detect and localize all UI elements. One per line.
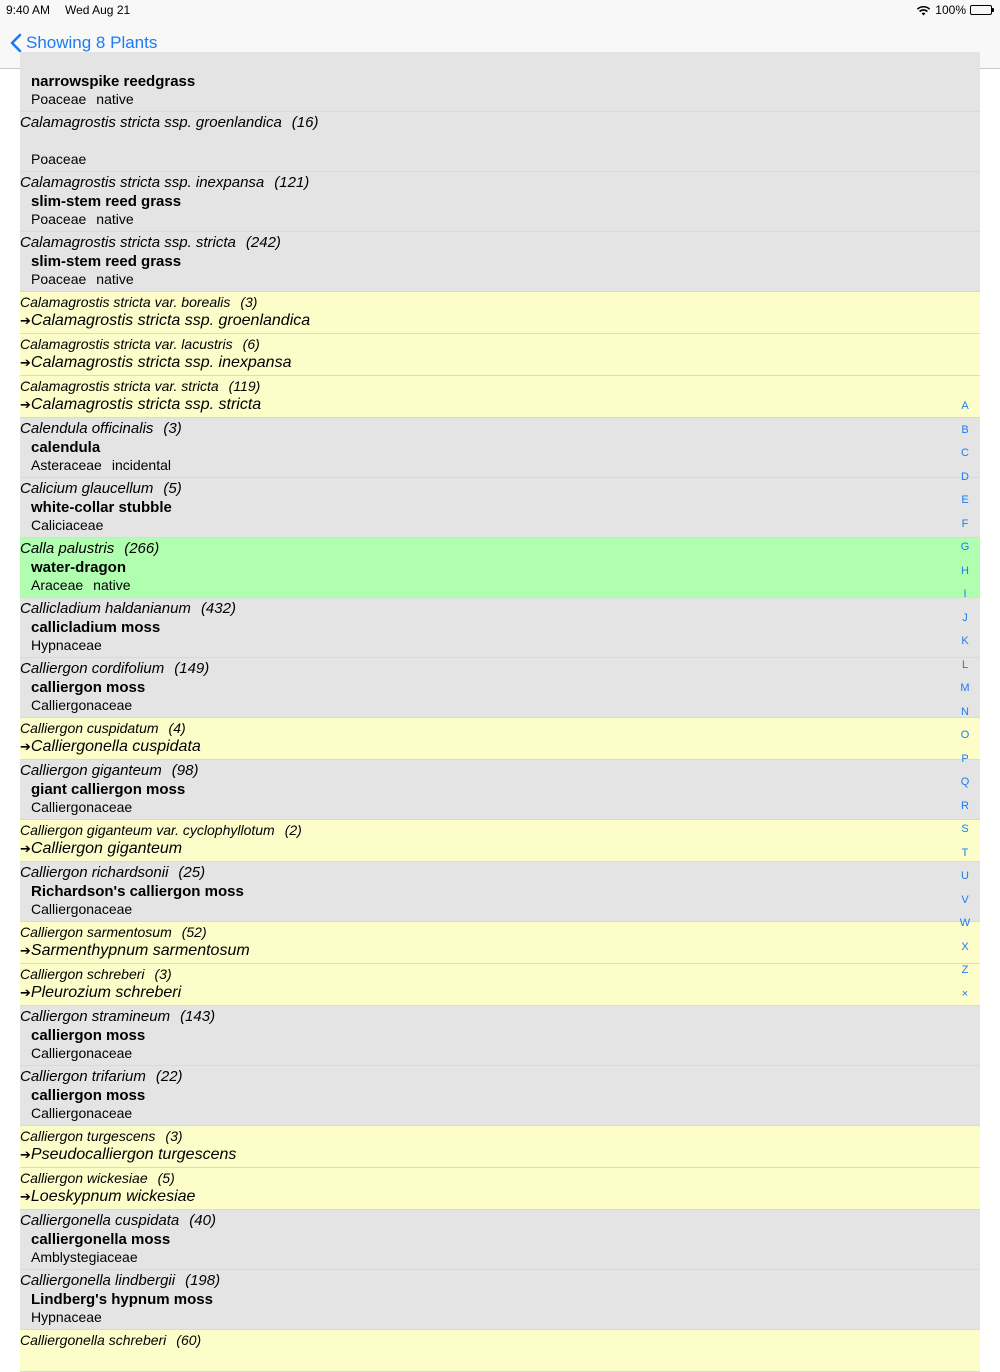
arrow-right-icon: ➔: [20, 985, 31, 1000]
index-letter[interactable]: E: [961, 494, 969, 506]
index-letter[interactable]: T: [961, 846, 969, 859]
index-letter[interactable]: ×: [961, 987, 969, 1000]
scientific-line: [20, 540, 159, 557]
accepted-name: Pseudocalliergon turgescens: [30, 1146, 237, 1163]
family-name: Araceae: [31, 577, 84, 593]
index-letter[interactable]: H: [961, 564, 969, 577]
family-name: Calliergonaceae: [31, 1045, 133, 1061]
battery-icon: [970, 5, 992, 15]
family-name: Poaceae: [31, 211, 87, 227]
scientific-line: [20, 336, 260, 352]
family-line: [31, 637, 112, 653]
accepted-name: Calamagrostis stricta ssp. stricta: [30, 396, 262, 413]
observation-count: (198): [185, 1272, 221, 1289]
family-line: [31, 1045, 142, 1061]
index-letter[interactable]: M: [960, 682, 970, 694]
observation-count: (4): [168, 720, 186, 736]
plant-row[interactable]: [20, 760, 980, 820]
family-name: Caliciaceae: [31, 517, 104, 533]
native-status: native: [96, 271, 134, 287]
family-line: [31, 211, 134, 227]
scientific-name: Calendula officinalis: [20, 420, 154, 437]
wifi-icon: [916, 5, 931, 16]
common-name: slim-stem reed grass: [31, 253, 182, 270]
scientific-name: Calamagrostis stricta ssp. stricta: [20, 234, 236, 251]
arrow-right-icon: ➔: [20, 313, 31, 328]
index-letter[interactable]: X: [961, 940, 969, 953]
family-name: Hypnaceae: [31, 1309, 102, 1325]
scientific-name: Calamagrostis stricta var. borealis: [20, 294, 231, 310]
scientific-name: Calliergon cordifolium: [20, 660, 165, 677]
observation-count: (52): [181, 924, 207, 940]
scientific-line: [20, 420, 182, 437]
index-letter[interactable]: G: [960, 541, 970, 553]
scientific-name: Calicium glaucellum: [20, 480, 154, 497]
family-line: [31, 1249, 148, 1265]
index-letter[interactable]: O: [960, 729, 970, 741]
index-letter[interactable]: I: [963, 588, 967, 600]
scientific-name: Calamagrostis stricta ssp. inexpansa: [20, 174, 265, 191]
native-status: native: [96, 91, 134, 107]
scientific-name: Calliergon sarmentosum: [20, 924, 172, 940]
index-letter[interactable]: B: [961, 423, 969, 436]
observation-count: (98): [171, 762, 199, 779]
common-name: narrowspike reedgrass: [31, 73, 196, 90]
index-letter[interactable]: K: [961, 635, 969, 647]
scientific-name: Calliergon wickesiae: [20, 1170, 148, 1186]
observation-count: (6): [242, 336, 260, 352]
plant-row[interactable]: [20, 418, 980, 478]
common-name: water-dragon: [31, 559, 127, 576]
synonym-row[interactable]: [20, 292, 980, 334]
index-letter[interactable]: F: [961, 517, 969, 530]
scientific-name: Calamagrostis stricta ssp. groenlandica: [20, 114, 282, 131]
synonym-target: [20, 738, 201, 756]
synonym-row[interactable]: [20, 922, 980, 964]
family-name: Hypnaceae: [31, 637, 102, 653]
family-name: Calliergonaceae: [31, 697, 133, 713]
scientific-line: [20, 1170, 175, 1186]
index-letter[interactable]: C: [961, 447, 969, 459]
common-name: callicladium moss: [31, 619, 161, 636]
index-letter[interactable]: Q: [960, 776, 970, 788]
arrow-right-icon: ➔: [20, 739, 31, 754]
index-letter[interactable]: S: [961, 823, 969, 835]
plant-row[interactable]: [20, 232, 980, 292]
status-bar: [0, 0, 1000, 20]
scientific-line: [20, 1008, 215, 1025]
scientific-name: Calliergon richardsonii: [20, 864, 169, 881]
native-status: incidental: [111, 457, 171, 473]
family-line: [31, 91, 134, 107]
family-line: [31, 271, 134, 287]
index-letter[interactable]: A: [961, 400, 969, 412]
index-letter[interactable]: P: [961, 752, 969, 765]
plant-list[interactable]: [20, 69, 980, 1348]
family-line: [31, 1309, 112, 1325]
synonym-target: [20, 942, 250, 960]
synonym-row[interactable]: [20, 964, 980, 1006]
scientific-name: Calamagrostis stricta var. lacustris: [20, 336, 233, 352]
accepted-name: Sarmenthypnum sarmentosum: [30, 942, 250, 959]
index-letter[interactable]: U: [961, 870, 969, 882]
common-name: calliergon moss: [31, 1087, 146, 1104]
family-name: Poaceae: [31, 271, 87, 287]
scientific-name: Calliergon cuspidatum: [20, 720, 159, 736]
synonym-row[interactable]: [20, 820, 980, 862]
scientific-line: [20, 762, 198, 779]
plant-row[interactable]: [20, 598, 980, 658]
synonym-target: [20, 396, 261, 414]
index-letter[interactable]: L: [961, 658, 969, 671]
family-line: [31, 457, 171, 473]
index-letter[interactable]: R: [961, 799, 969, 812]
index-letter[interactable]: Z: [961, 964, 969, 976]
family-line: [31, 517, 113, 533]
back-label: Showing 8 Plants: [26, 33, 158, 52]
back-button[interactable]: [10, 33, 157, 53]
scientific-name: Calliergon schreberi: [20, 966, 145, 982]
scientific-line: [20, 600, 236, 617]
scientific-name: Calliergonella lindbergii: [20, 1272, 176, 1289]
family-line: [31, 799, 142, 815]
observation-count: (60): [176, 1332, 202, 1348]
plant-row[interactable]: [20, 1066, 980, 1126]
plant-row[interactable]: [20, 172, 980, 232]
plant-row[interactable]: [20, 478, 980, 538]
observation-count: (143): [180, 1008, 216, 1025]
scientific-line: [20, 966, 172, 982]
scientific-line: [20, 924, 207, 940]
observation-count: (5): [157, 1170, 175, 1186]
synonym-row[interactable]: [20, 1330, 980, 1372]
plant-row[interactable]: [20, 1210, 980, 1270]
observation-count: (2): [284, 822, 302, 838]
synonym-target: [20, 840, 182, 858]
observation-count: (3): [163, 420, 182, 437]
arrow-right-icon: ➔: [20, 355, 31, 370]
scientific-name: Calla palustris: [20, 540, 115, 557]
scientific-line: [20, 234, 281, 251]
battery-percent: 100%: [935, 3, 966, 17]
family-name: Amblystegiaceae: [31, 1249, 138, 1265]
scientific-line: [20, 114, 318, 131]
common-name: slim-stem reed grass: [31, 193, 182, 210]
scientific-name: Calamagrostis stricta var. stricta: [20, 378, 219, 394]
synonym-row[interactable]: [20, 376, 980, 418]
index-letter[interactable]: D: [961, 470, 969, 483]
accepted-name: Calliergon giganteum: [30, 840, 183, 857]
common-name: giant calliergon moss: [31, 781, 186, 798]
plant-row[interactable]: [20, 658, 980, 718]
synonym-row[interactable]: [20, 718, 980, 760]
scientific-name: Calliergon stramineum: [20, 1008, 171, 1025]
scientific-line: [20, 378, 260, 394]
scientific-name: Calliergon giganteum var. cyclophyllotum: [20, 822, 275, 838]
synonym-target: [20, 312, 310, 330]
scientific-name: Calliergon trifarium: [20, 1068, 146, 1085]
arrow-right-icon: ➔: [20, 1189, 31, 1204]
accepted-name: Calliergonella cuspidata: [30, 738, 201, 755]
status-date: Wed Aug 21: [65, 3, 131, 17]
index-letter[interactable]: J: [962, 611, 968, 624]
observation-count: (25): [178, 864, 206, 881]
scientific-name: Calliergonella schreberi: [20, 1332, 167, 1348]
synonym-target: [20, 1188, 195, 1206]
scientific-line: [20, 294, 257, 310]
observation-count: (3): [240, 294, 258, 310]
family-line: [31, 901, 142, 917]
status-time: 9:40 AM: [6, 3, 51, 17]
common-name: calliergon moss: [31, 679, 146, 696]
observation-count: (16): [291, 114, 319, 131]
scientific-name: Calliergon giganteum: [20, 762, 162, 779]
family-name: Asteraceae: [31, 457, 102, 473]
accepted-name: Calamagrostis stricta ssp. inexpansa: [30, 354, 292, 371]
plant-row[interactable]: [20, 1006, 980, 1066]
family-line: [31, 151, 96, 167]
common-name: calliergonella moss: [31, 1231, 171, 1248]
common-name: calliergon moss: [31, 1027, 146, 1044]
observation-count: (3): [165, 1128, 183, 1144]
synonym-row[interactable]: [20, 1126, 980, 1168]
synonym-row[interactable]: [20, 334, 980, 376]
scientific-name: Calliergon turgescens: [20, 1128, 156, 1144]
scientific-name: Callicladium haldanianum: [20, 600, 191, 617]
scientific-line: [20, 720, 186, 736]
arrow-right-icon: ➔: [20, 943, 31, 958]
scientific-line: [20, 480, 182, 497]
index-letter[interactable]: V: [961, 893, 969, 906]
plant-row[interactable]: [20, 862, 980, 922]
family-name: Poaceae: [31, 91, 87, 107]
observation-count: (3): [154, 966, 172, 982]
family-name: Poaceae: [31, 151, 87, 167]
accepted-name: Calamagrostis stricta ssp. groenlandica: [30, 312, 311, 329]
synonym-row[interactable]: [20, 1168, 980, 1210]
scientific-line: [20, 822, 302, 838]
family-line: [31, 1105, 142, 1121]
accepted-name: Loeskypnum wickesiae: [30, 1188, 196, 1205]
observation-count: (22): [155, 1068, 183, 1085]
native-status: native: [96, 211, 134, 227]
common-name: Lindberg's hypnum moss: [31, 1291, 213, 1308]
arrow-right-icon: ➔: [20, 1147, 31, 1162]
observation-count: (149): [174, 660, 210, 677]
common-name: white-collar stubble: [31, 499, 172, 516]
scientific-line: [20, 1332, 201, 1348]
index-letter[interactable]: W: [959, 917, 971, 929]
accepted-name: Pleurozium schreberi: [30, 984, 182, 1001]
index-letter[interactable]: N: [961, 705, 969, 718]
observation-count: (119): [228, 378, 261, 394]
family-name: Calliergonaceae: [31, 901, 133, 917]
list-row-partial[interactable]: [20, 52, 980, 112]
plant-row[interactable]: [20, 1270, 980, 1330]
common-name: calendula: [31, 439, 101, 456]
observation-count: (40): [189, 1212, 216, 1229]
arrow-right-icon: ➔: [20, 841, 31, 856]
synonym-target: [20, 354, 291, 372]
native-status: native: [93, 577, 131, 593]
family-name: Calliergonaceae: [31, 1105, 133, 1121]
observation-count: (242): [245, 234, 281, 251]
family-name: Calliergonaceae: [31, 799, 133, 815]
arrow-right-icon: ➔: [20, 397, 31, 412]
scientific-line: [20, 660, 209, 677]
scientific-line: [20, 1068, 183, 1085]
observation-count: (266): [124, 540, 160, 557]
scientific-line: [20, 1212, 216, 1229]
synonym-target: [20, 1146, 236, 1164]
plant-row[interactable]: [20, 538, 980, 598]
family-line: [31, 577, 131, 593]
scientific-line: [20, 864, 205, 881]
synonym-target: [20, 984, 181, 1002]
family-line: [31, 697, 142, 713]
scientific-name: Calliergonella cuspidata: [20, 1212, 180, 1229]
alphabet-index[interactable]: [950, 400, 980, 1000]
observation-count: (121): [274, 174, 310, 191]
observation-count: (432): [200, 600, 236, 617]
scientific-line: [20, 1272, 220, 1289]
chevron-left-icon: [10, 33, 22, 53]
common-name: Richardson's calliergon moss: [31, 883, 244, 900]
scientific-line: [20, 174, 309, 191]
plant-row[interactable]: [20, 112, 980, 172]
scientific-line: [20, 1128, 183, 1144]
observation-count: (5): [163, 480, 182, 497]
status-right: [916, 3, 992, 17]
